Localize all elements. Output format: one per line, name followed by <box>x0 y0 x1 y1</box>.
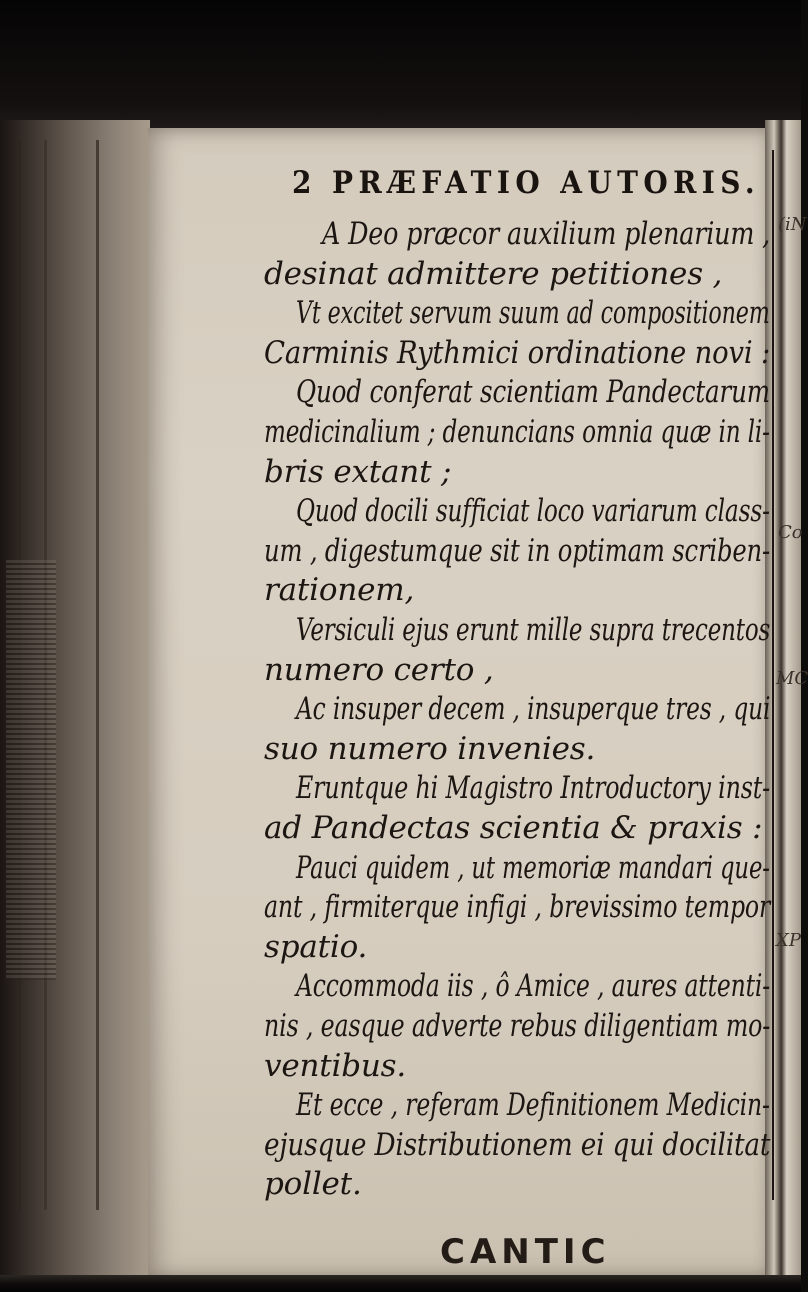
text-line: ant , firmiterque infigi , brevissimo tempor <box>264 889 771 925</box>
text-line: desinat admittere petitiones , <box>264 256 723 292</box>
text-line: ejusque Distributionem ei qui docilitat <box>264 1127 771 1163</box>
text-line: Ac insuper decem , insuperque tres , qui <box>296 691 771 727</box>
text-line: Vt excitet servum suum ad compositionem <box>296 295 770 331</box>
page-edge-line <box>96 140 99 1210</box>
text-line: Carminis Rythmici ordinatione novi : <box>264 335 771 371</box>
text-line: A Deo præcor auxilium plenarium , <box>322 216 771 252</box>
gutter-fragment: Co <box>778 522 803 543</box>
text-line: rationem, <box>264 572 415 608</box>
running-header: 2 PRÆFATIO AUTORIS. <box>292 165 761 201</box>
text-line: ad Pandectas scientia & praxis : <box>264 810 763 846</box>
text-line: nis , easque adverte rebus diligentiam mo- <box>264 1008 771 1044</box>
text-line: numero certo , <box>264 652 494 688</box>
text-line: um , digestumque sit in optimam scriben- <box>264 533 771 569</box>
text-line: Accommoda iis , ô Amice , aures attenti- <box>296 968 770 1004</box>
text-line: ventibus. <box>264 1048 406 1084</box>
background-bottom <box>0 1275 801 1292</box>
gutter-line <box>772 150 774 1200</box>
text-line: Et ecce , referam Definitionem Medicin- <box>296 1087 770 1123</box>
gutter-fragment: (iN <box>778 214 807 235</box>
text-line: Pauci quidem , ut memoriæ mandari que- <box>296 850 770 886</box>
text-line: bris extant ; <box>264 454 452 490</box>
text-line: Eruntque hi Magistro Introductory inst- <box>296 770 771 806</box>
text-line: suo numero invenies. <box>264 731 596 767</box>
catchword: CANTIC <box>440 1232 611 1272</box>
text-line: Versiculi ejus erunt mille supra trecentos <box>296 612 771 648</box>
gutter-fragment: MC <box>776 668 808 689</box>
text-line: Quod docili sufficiat loco variarum class- <box>296 493 770 529</box>
gutter-fragment: XP <box>776 930 801 951</box>
text-line: medicinalium ; denuncians omnia quæ in li- <box>264 414 770 450</box>
text-line: pollet. <box>264 1166 362 1202</box>
text-line: spatio. <box>264 929 368 965</box>
page-edge-texture <box>6 560 56 980</box>
text-line: Quod conferat scientiam Pandectarum <box>296 374 770 410</box>
